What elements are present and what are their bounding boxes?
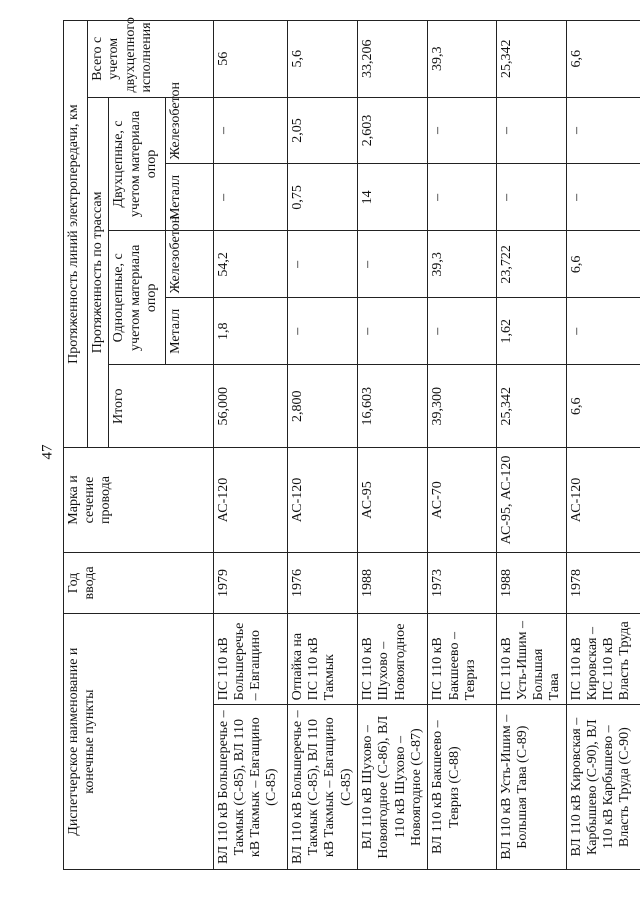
table-row xyxy=(287,21,357,870)
single-metal: – xyxy=(566,298,640,365)
double-metal: – xyxy=(428,164,496,231)
grand-total: 25,342 xyxy=(496,21,566,98)
single-concrete: – xyxy=(287,231,357,298)
header-single-concrete: Железобетон xyxy=(165,231,213,298)
end-points: ПС 110 кВ Усть-Ишим – Большая Тава xyxy=(496,614,566,705)
wire: АС-120 xyxy=(566,448,640,552)
page-number: 47 xyxy=(39,444,56,460)
table-sheet xyxy=(63,17,640,870)
wire: АС-120 xyxy=(287,448,357,552)
header-single-circuit: Одноцепные, с учетом материала опор xyxy=(109,231,165,365)
year: 1988 xyxy=(358,552,428,614)
total: 25,342 xyxy=(496,365,566,448)
single-concrete: – xyxy=(358,231,428,298)
power-lines-table xyxy=(63,17,640,870)
line-name: ВЛ 110 кВ Большеречье – Такмык (С-85), ВЛ 110 кВ Такмык – Евгащино (С-85) xyxy=(287,705,357,870)
header-by-routes: Протяженность по трассам xyxy=(88,97,109,448)
wire: АС-95, АС-120 xyxy=(496,448,566,552)
single-metal: – xyxy=(287,298,357,365)
end-points: ПС 110 кВ Большеречье – Евгащино xyxy=(213,614,287,705)
end-points: Отпайка на ПС 110 кВ Такмык xyxy=(287,614,357,705)
grand-total: 5,6 xyxy=(287,21,357,98)
total: 16,603 xyxy=(358,365,428,448)
double-concrete: 2,05 xyxy=(287,97,357,164)
line-name: ВЛ 110 кВ Шухово – Новоягодное (С-86), ВЛ 110 кВ Шухово – Новоягодное (С-87) xyxy=(358,705,428,870)
wire: АС-70 xyxy=(428,448,496,552)
year: 1978 xyxy=(566,552,640,614)
line-name: ВЛ 110 кВ Кировская – Карбышево (С-90), ВЛ 110 кВ Карбышево – Власть Труда (С-90) xyxy=(566,705,640,870)
single-metal: 1,62 xyxy=(496,298,566,365)
header-grand-total: Всего с учетом двухцепного исполнения xyxy=(88,21,214,98)
total: 2,800 xyxy=(287,365,357,448)
table-row xyxy=(496,21,566,870)
line-name: ВЛ 110 кВ Большеречье – Такмык (С-85), ВЛ 110 кВ Такмык – Евгащино (С-85) xyxy=(213,705,287,870)
header-double-metal: Металл xyxy=(165,164,213,231)
total: 39,300 xyxy=(428,365,496,448)
line-name: ВЛ 110 кВ Усть-Ишим – Большая Тава (С-89) xyxy=(496,705,566,870)
total: 6,6 xyxy=(566,365,640,448)
table-row xyxy=(566,21,640,870)
single-concrete: 23,722 xyxy=(496,231,566,298)
year: 1976 xyxy=(287,552,357,614)
year: 1973 xyxy=(428,552,496,614)
wire: АС-120 xyxy=(213,448,287,552)
year: 1979 xyxy=(213,552,287,614)
line-name: ВЛ 110 кВ Бакшеево – Тевриз (С-88) xyxy=(428,705,496,870)
double-metal: – xyxy=(566,164,640,231)
double-concrete: – xyxy=(496,97,566,164)
end-points: ПС 110 кВ Бакшеево – Тевриз xyxy=(428,614,496,705)
table-row xyxy=(428,21,496,870)
header-lengths: Протяженность линий электропередачи, км xyxy=(64,21,88,448)
year: 1988 xyxy=(496,552,566,614)
end-points: ПС 110 кВ Кировская – ПС 110 кВ Власть Труда xyxy=(566,614,640,705)
end-points: ПС 110 кВ Шухово – Новоягодное xyxy=(358,614,428,705)
table-row xyxy=(213,21,287,870)
double-concrete: – xyxy=(428,97,496,164)
header-total: Итого xyxy=(109,365,213,448)
total: 56,000 xyxy=(213,365,287,448)
double-metal: – xyxy=(213,164,287,231)
double-metal: 14 xyxy=(358,164,428,231)
single-concrete: 39,3 xyxy=(428,231,496,298)
single-metal: 1,8 xyxy=(213,298,287,365)
double-metal: 0,75 xyxy=(287,164,357,231)
header-double-circuit: Двухцепные, с учетом материала опор xyxy=(109,97,165,231)
wire: АС-95 xyxy=(358,448,428,552)
double-concrete: – xyxy=(566,97,640,164)
grand-total: 33,206 xyxy=(358,21,428,98)
grand-total: 56 xyxy=(213,21,287,98)
header-year: Год ввода xyxy=(64,552,214,614)
double-metal: – xyxy=(496,164,566,231)
single-metal: – xyxy=(358,298,428,365)
double-concrete: – xyxy=(213,97,287,164)
double-concrete: 2,603 xyxy=(358,97,428,164)
grand-total: 6,6 xyxy=(566,21,640,98)
grand-total: 39,3 xyxy=(428,21,496,98)
header-single-metal: Металл xyxy=(165,298,213,365)
header-double-concrete: Железобетон xyxy=(165,97,213,164)
single-concrete: 54,2 xyxy=(213,231,287,298)
header-name: Диспетчерское наименование и конечные пункты xyxy=(64,614,214,870)
single-concrete: 6,6 xyxy=(566,231,640,298)
single-metal: – xyxy=(428,298,496,365)
header-wire: Марка и сечение провода xyxy=(64,448,214,552)
table-row xyxy=(358,21,428,870)
